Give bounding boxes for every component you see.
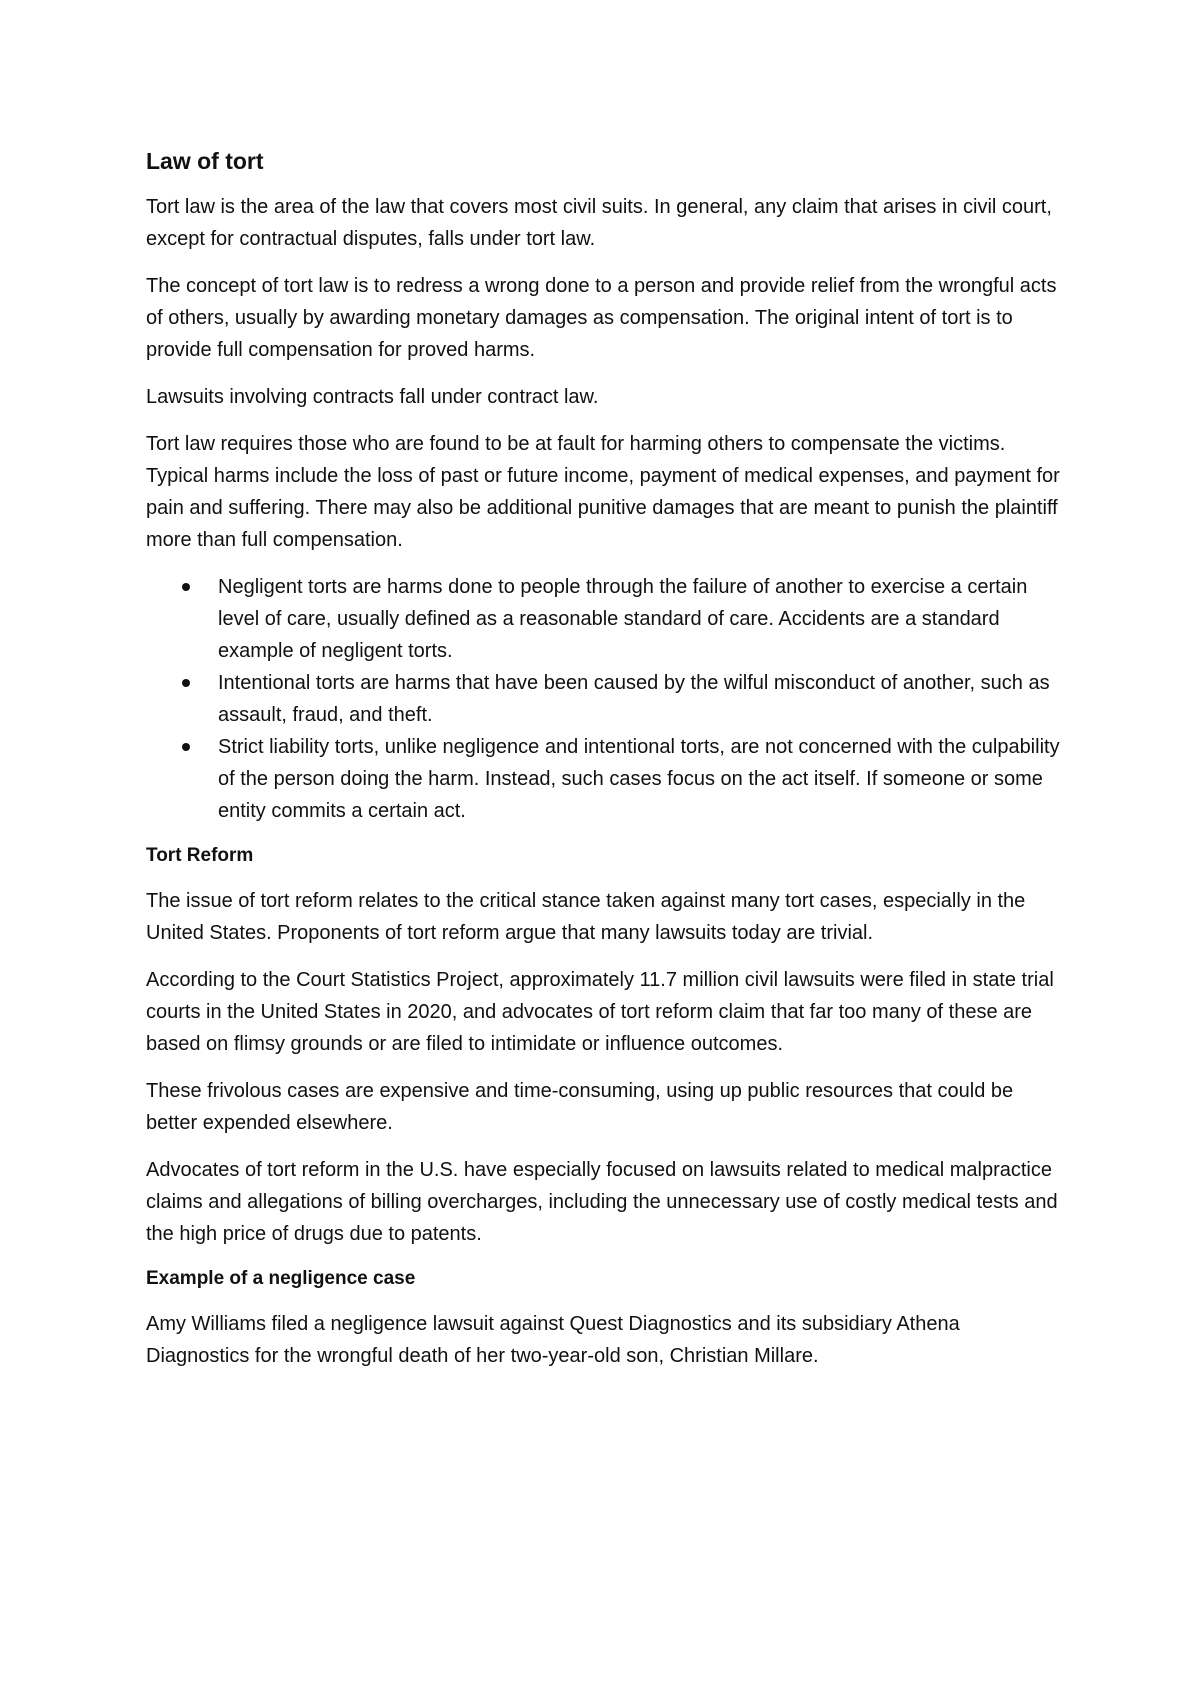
list-item (146, 731, 1066, 827)
section-heading-negligence-example: Example of a negligence case (146, 1268, 416, 1289)
list-item-text: Strict liability torts, unlike negligence and intentional torts, are not concerned with the culpability of the person doing the harm. Instead, such cases focus on the act itself. If someone or some entity commits a certain act. (218, 736, 1060, 822)
document-page (146, 146, 1066, 1387)
reform-paragraph: According to the Court Statistics Project, approximately 11.7 million civil lawsuits were filed in state trial courts in the United States in 2020, and advocates of tort reform claim that far too many of these are based on flimsy grounds or are filed to intimidate or influence outcomes. (146, 969, 1054, 1055)
intro-paragraph: Tort law requires those who are found to be at fault for harming others to compensate the victims. Typical harms include the loss of past or future income, payment of medical expenses, and payment for pain and suffering. There may also be additional punitive damages that are meant to punish the plaintiff more than full compensation. (146, 433, 1060, 551)
list-item (146, 571, 1066, 667)
bullet-icon (182, 583, 190, 591)
bullet-icon (182, 743, 190, 751)
list-item-text: Intentional torts are harms that have been caused by the wilful misconduct of another, such as assault, fraud, and theft. (218, 672, 1050, 726)
reform-paragraph: The issue of tort reform relates to the critical stance taken against many tort cases, especially in the United States. Proponents of tort reform argue that many lawsuits today are trivial. (146, 890, 1026, 944)
list-item (146, 667, 1066, 731)
intro-paragraph: Tort law is the area of the law that covers most civil suits. In general, any claim that arises in civil court, except for contractual disputes, falls under tort law. (146, 196, 1052, 250)
bullet-icon (182, 679, 190, 687)
reform-paragraph: These frivolous cases are expensive and time-consuming, using up public resources that could be better expended elsewhere. (146, 1080, 1014, 1134)
intro-paragraph: The concept of tort law is to redress a wrong done to a person and provide relief from the wrongful acts of others, usually by awarding monetary damages as compensation. The original intent of tort is to provide full compensation for proved harms. (146, 275, 1057, 361)
list-item-text: Negligent torts are harms done to people through the failure of another to exercise a certain level of care, usually defined as a reasonable standard of care. Accidents are a standard example of negligent torts. (218, 576, 1028, 662)
tort-types-list (146, 571, 1066, 827)
intro-paragraph: Lawsuits involving contracts fall under contract law. (146, 386, 599, 408)
example-paragraph: Amy Williams filed a negligence lawsuit against Quest Diagnostics and its subsidiary Athena Diagnostics for the wrongful death of her two-year-old son, Christian Millare. (146, 1313, 960, 1367)
reform-paragraph: Advocates of tort reform in the U.S. have especially focused on lawsuits related to medical malpractice claims and allegations of billing overcharges, including the unnecessary use of costly medical tests and the high price of drugs due to patents. (146, 1159, 1058, 1245)
section-heading-tort-reform: Tort Reform (146, 845, 254, 866)
document-title: Law of tort (146, 148, 264, 174)
